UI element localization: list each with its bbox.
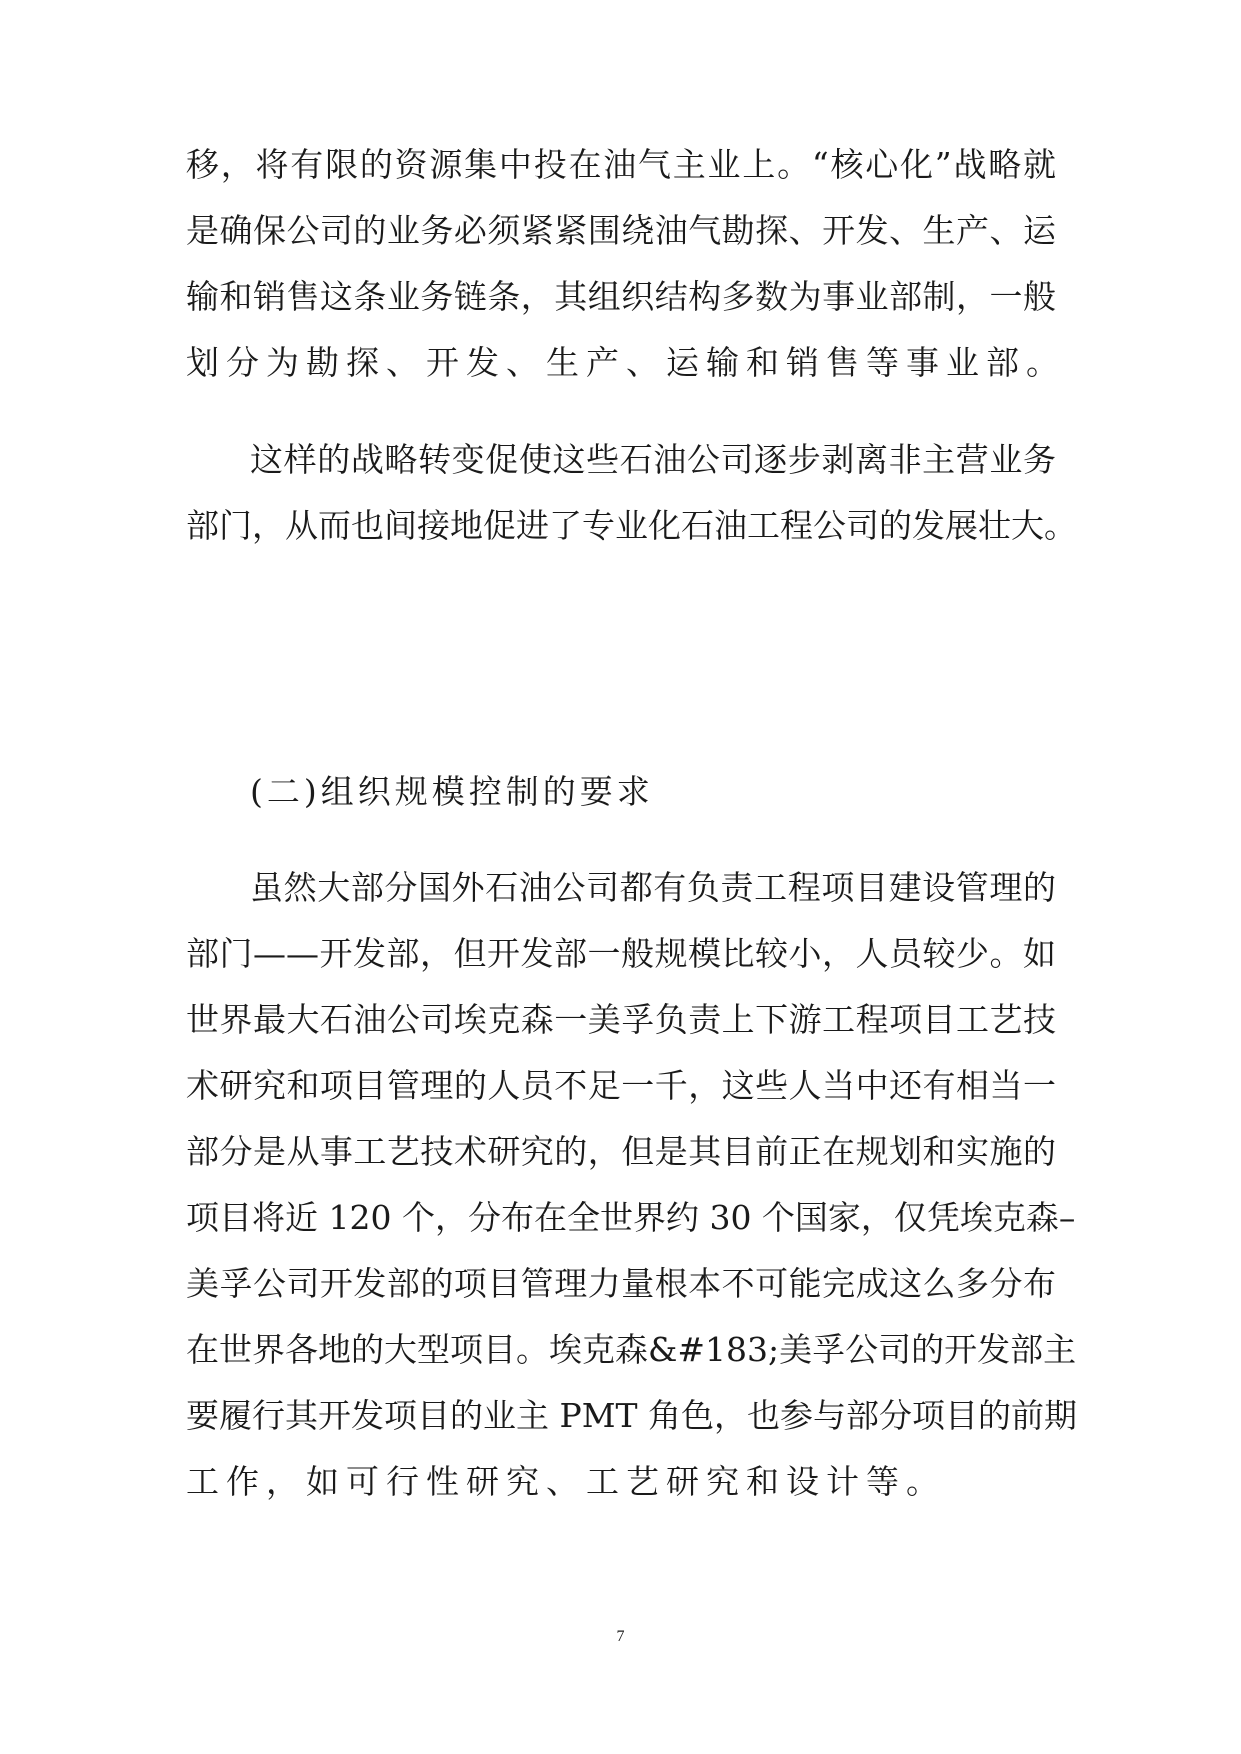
paragraph-3-line-1: 虽然大部分国外石油公司都有负责工程项目建设管理的 [250, 868, 1056, 907]
paragraph-3-line-2: 部门——开发部，但开发部一般规模比较小，人员较少。如 [186, 934, 1056, 973]
paragraph-1-line-1: 移，将有限的资源集中投在油气主业上。“核心化”战略就 [186, 145, 1056, 184]
paragraph-1-line-3: 输和销售这条业务链条，其组织结构多数为事业部制，一般 [186, 277, 1056, 316]
paragraph-3-line-6: 项目将近 120 个，分布在全世界约 30 个国家，仅凭埃克森– [186, 1198, 1076, 1237]
paragraph-2-line-1: 这样的战略转变促使这些石油公司逐步剥离非主营业务 [250, 440, 1056, 479]
paragraph-1-line-4: 划分为勘探、开发、生产、运输和销售等事业部。 [186, 343, 1066, 382]
paragraph-3-line-3: 世界最大石油公司埃克森一美孚负责上下游工程项目工艺技 [186, 1000, 1056, 1039]
section-heading: (二)组织规模控制的要求 [250, 772, 654, 811]
paragraph-3-line-4: 术研究和项目管理的人员不足一千，这些人当中还有相当一 [186, 1066, 1056, 1105]
page-number: 7 [616, 1628, 625, 1645]
paragraph-3-line-5: 部分是从事工艺技术研究的，但是其目前正在规划和实施的 [186, 1132, 1056, 1171]
paragraph-2-line-2: 部门，从而也间接地促进了专业化石油工程公司的发展壮大。 [186, 506, 1077, 545]
paragraph-3-line-9: 要履行其开发项目的业主 PMT 角色，也参与部分项目的前期 [186, 1396, 1077, 1435]
paragraph-3-line-10: 工作，如可行性研究、工艺研究和设计等。 [186, 1462, 946, 1501]
paragraph-1-line-2: 是确保公司的业务必须紧紧围绕油气勘探、开发、生产、运 [186, 211, 1056, 250]
paragraph-3-line-7: 美孚公司开发部的项目管理力量根本不可能完成这么多分布 [186, 1264, 1056, 1303]
paragraph-3-line-8: 在世界各地的大型项目。埃克森&#183;美孚公司的开发部主 [186, 1330, 1077, 1369]
